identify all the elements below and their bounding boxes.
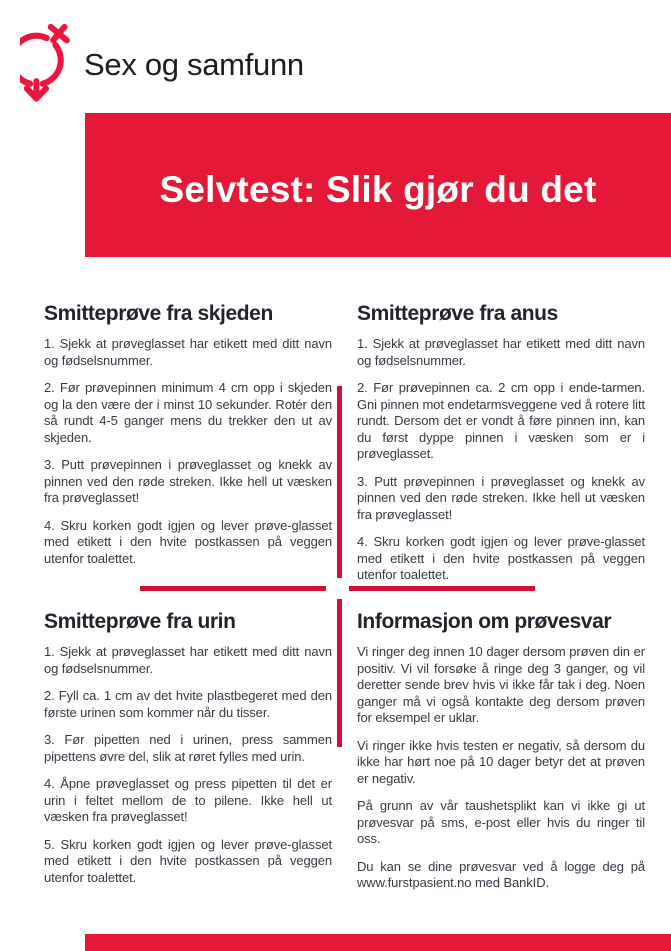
page-title: Selvtest: Slik gjør du det [159,169,597,210]
section-heading: Smitteprøve fra anus [357,302,558,325]
section-skjeden [44,302,332,578]
instruction-step: 2. Før prøvepinnen ca. 2 cm opp i ende-tarmen. Gni pinnen mot endetarmsveggene ved å rotere litt rundt. Dersom det er vondt å føre pinnen inn, kan du først dyppe pinnen i væsken som er i prøveglasset. [357,380,645,461]
info-paragraph: Vi ringer ikke hvis testen er negativ, så dersom du ikke har hørt noe på 10 dager betyr det at prøven er negativ. [357,737,645,786]
section-heading: Smitteprøve fra urin [44,610,236,633]
instruction-step: 3. Putt prøvepinnen i prøveglasset og knekk av pinnen ved den røde streken. Ikke hell ut væsken fra prøveglasset! [44,457,332,505]
gender-symbol-icon [20,22,72,102]
info-paragraph: Vi ringer deg innen 10 dager dersom prøven din er positiv. Vi vil forsøke å ringe deg 3 ganger, og vil deretter sende brev hvis vi ikke får tak i deg. Noen ganger må vi også kontakte deg dersom prøven for eksempel er uklar. [357,644,645,725]
divider-vertical-bottom [337,599,342,747]
divider-vertical-top [337,386,342,578]
info-paragraph: På grunn av vår taushetsplikt kan vi ikke gi ut prøvesvar på sms, e-post eller hvis du ringer til oss. [357,798,645,846]
info-paragraph: Du kan se dine prøvesvar ved å logge deg på www.furstpasient.no med BankID. [357,858,645,890]
instruction-step: 1. Sjekk at prøveglasset har etikett med ditt navn og fødselsnummer. [44,644,332,676]
section-urin [44,610,332,897]
section-provesvar [357,610,645,903]
title-banner [85,113,671,257]
divider-horizontal-left [140,586,326,591]
instruction-step: 5. Skru korken godt igjen og lever prøve-glasset med etikett i den hvite postkassen på veggen utenfor toalettet. [44,836,332,885]
next-page-banner-edge [85,934,671,951]
instruction-step: 3. Putt prøvepinnen i prøveglasset og knekk av pinnen ved den røde streken. Ikke hell ut væsken fra prøveglasset! [357,473,645,522]
instruction-step: 2. Fyll ca. 1 cm av det hvite plastbegeret med den første urinen som kommer når du tisser. [44,688,332,720]
section-heading: Informasjon om prøvesvar [357,610,612,633]
section-anus [357,302,645,595]
instruction-step: 1. Sjekk at prøveglasset har etikett med ditt navn og fødselsnummer. [44,336,332,368]
section-heading: Smitteprøve fra skjeden [44,302,273,325]
brand-name: Sex og samfunn [84,47,304,82]
instruction-step: 2. Før prøvepinnen minimum 4 cm opp i skjeden og la den være der i minst 10 sekunder. Rotér den så rundt 4-5 ganger mens du trekker den ut av skjeden. [44,380,332,445]
instruction-step: 4. Skru korken godt igjen og lever prøve-glasset med etikett i den hvite postkassen på veggen utenfor toalettet. [44,517,332,566]
instruction-step: 1. Sjekk at prøveglasset har etikett med ditt navn og fødselsnummer. [357,336,645,368]
instruction-step: 4. Åpne prøveglasset og press pipetten til det er urin i feltet mellom de to pilene. Ikke hell ut væsken fra prøveglasset! [44,776,332,824]
instruction-step: 3. Før pipetten ned i urinen, press sammen pipettens øvre del, slik at røret fylles med urin. [44,732,332,764]
divider-horizontal-right [349,586,535,591]
instruction-step: 4. Skru korken godt igjen og lever prøve-glasset med etikett i den hvite postkassen på veggen utenfor toalettet. [357,534,645,582]
